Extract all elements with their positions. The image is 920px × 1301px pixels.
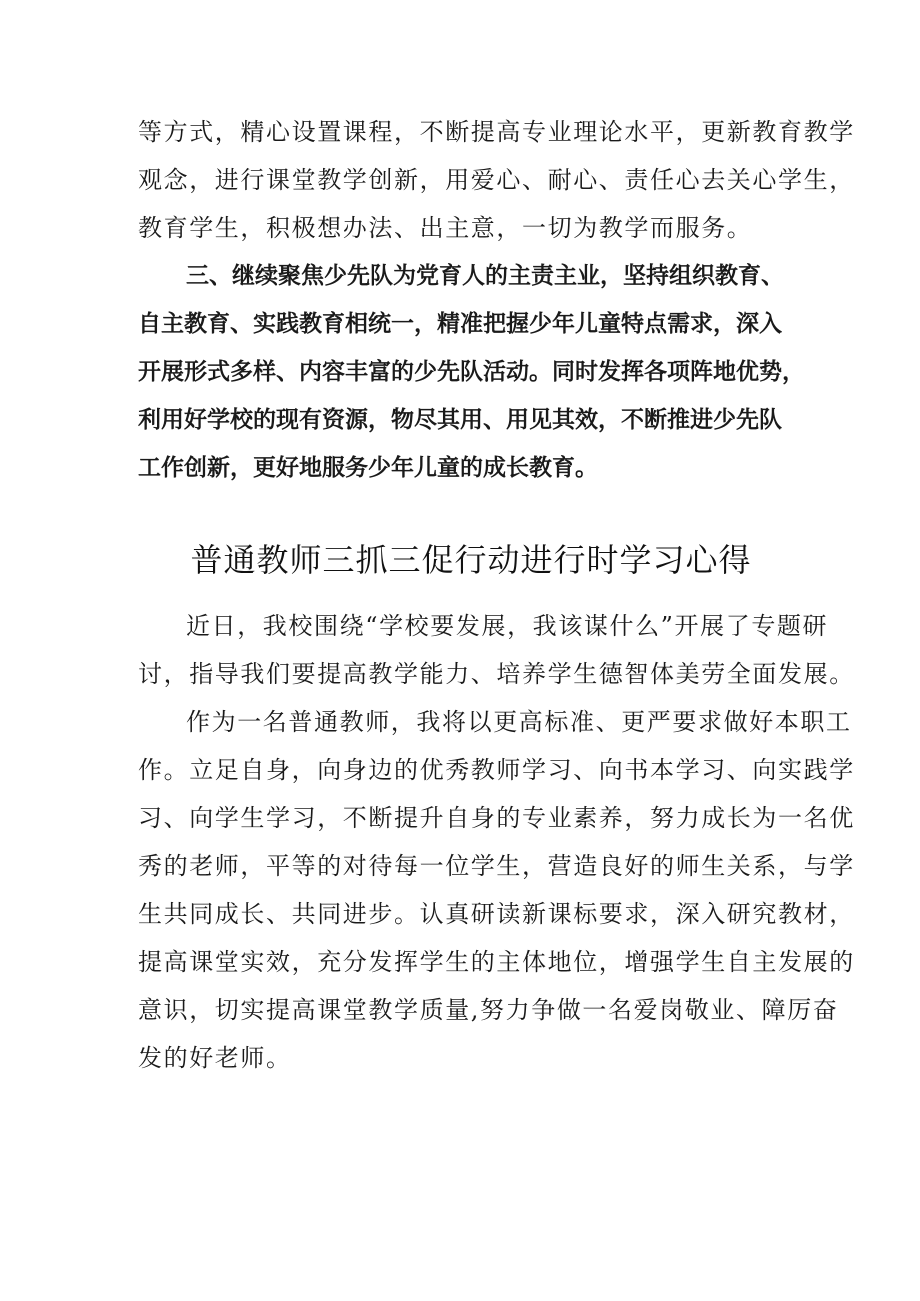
text-line: 生共同成长、共同进步。认真研读新课标要求，深入研究教材，	[138, 900, 855, 928]
article-title: 普通教师三抓三促行动进行时学习心得	[190, 541, 752, 579]
title-spacer	[138, 590, 804, 602]
text-line: 近日，我校围绕“学校要发展，我该谋什么”开展了专题研	[186, 612, 829, 640]
section-three-paragraph	[138, 252, 804, 492]
text-line: 开展形式多样、内容丰富的少先队活动。同时发挥各项阵地优势，	[138, 359, 805, 385]
text-line: 工作创新，更好地服务少年儿童的成长教育。	[138, 455, 598, 481]
text-line: 习、向学生学习，不断提升自身的专业素养，努力成长为一名优	[138, 804, 855, 832]
document-page	[138, 108, 855, 1082]
text-line: 作为一名普通教师，我将以更高标准、更严要求做好本职工	[186, 708, 852, 736]
text-line: 发的好老师。	[138, 1044, 292, 1072]
text-line: 秀的老师，平等的对待每一位学生，营造良好的师生关系，与学	[138, 852, 855, 880]
text-line: 意识，切实提高课堂教学质量,努力争做一名爱岗敬业、障厉奋	[138, 996, 839, 1024]
article-paragraph-1	[138, 602, 855, 698]
text-line: 利用好学校的现有资源，物尽其用、用见其效，不断推进少先队	[138, 407, 782, 433]
continuation-paragraph	[138, 108, 855, 252]
text-line: 讨，指导我们要提高教学能力、培养学生德智体美劳全面发展。	[138, 660, 855, 688]
text-line: 教育学生，积极想办法、出主意，一切为教学而服务。	[138, 214, 753, 242]
text-line: 等方式，精心设置课程，不断提高专业理论水平，更新教育教学	[138, 118, 855, 146]
text-line: 三、继续聚焦少先队为党育人的主责主业，坚持组织教育、	[186, 263, 784, 289]
article-paragraph-2	[138, 698, 855, 1082]
text-line: 提高课堂实效，充分发挥学生的主体地位，增强学生自主发展的	[138, 948, 855, 976]
text-line: 自主教育、实践教育相统一，精准把握少年儿童特点需求，深入	[138, 311, 782, 337]
text-line: 作。立足自身，向身边的优秀教师学习、向书本学习、向实践学	[138, 756, 855, 784]
text-line: 观念，进行课堂教学创新，用爱心、耐心、责任心去关心学生，	[138, 166, 855, 194]
